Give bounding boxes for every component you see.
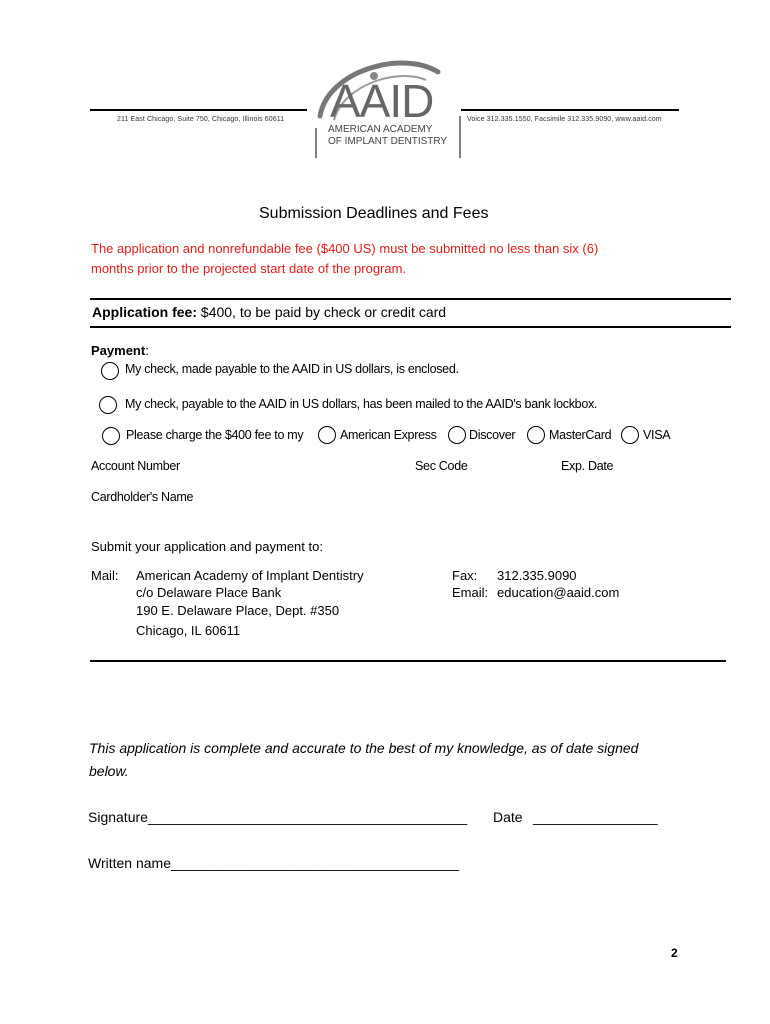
header-rule-right bbox=[461, 109, 679, 111]
date-field[interactable]: ________________ bbox=[533, 809, 658, 825]
mail-line-1: American Academy of Implant Dentistry bbox=[136, 568, 364, 583]
mail-line-2: c/o Delaware Place Bank bbox=[136, 585, 282, 600]
aaid-logo bbox=[308, 50, 468, 160]
card-discover: Discover bbox=[469, 428, 516, 442]
radio-charge-card[interactable] bbox=[102, 427, 120, 445]
radio-check-enclosed[interactable] bbox=[101, 362, 119, 380]
application-fee bbox=[92, 304, 446, 320]
radio-check-mailed[interactable] bbox=[99, 396, 117, 414]
header-contact: Voice 312.335.1550, Facsimile 312.335.9090, www.aaid.com bbox=[467, 116, 662, 123]
mail-line-3: 190 E. Delaware Place, Dept. #350 bbox=[136, 603, 340, 618]
attestation-line1: This application is complete and accurate to the best of my knowledge, as of date signed bbox=[89, 740, 639, 756]
application-fee-text: $400, to be paid by check or credit card bbox=[200, 304, 447, 320]
mail-label: Mail: bbox=[91, 568, 119, 583]
email-label: Email: bbox=[452, 585, 489, 600]
signature-label: Signature bbox=[88, 809, 148, 825]
payment-heading bbox=[91, 343, 149, 358]
fax-value: 312.335.9090 bbox=[497, 568, 577, 583]
fax-label: Fax: bbox=[452, 568, 478, 583]
logo-line2: OF IMPLANT DENTISTRY bbox=[328, 136, 448, 147]
signature-field[interactable]: _________________________________________ bbox=[147, 809, 468, 825]
notice-line2: months prior to the projected start date of the program. bbox=[91, 261, 407, 276]
card-american-express: American Express bbox=[340, 428, 437, 442]
option-check-enclosed-label: My check, made payable to the AAID in US dollars, is enclosed. bbox=[125, 362, 459, 376]
page-number: 2 bbox=[671, 946, 678, 960]
written-name-row bbox=[88, 855, 459, 871]
radio-mastercard[interactable] bbox=[527, 426, 545, 444]
signature-row bbox=[88, 809, 467, 825]
attestation-line2: below. bbox=[89, 763, 129, 779]
sec-code-label: Sec Code bbox=[415, 459, 468, 473]
header-address: 211 East Chicago, Suite 750, Chicago, Illinois 60611 bbox=[117, 116, 285, 123]
section-divider bbox=[90, 660, 726, 662]
option-charge-label: Please charge the $400 fee to my bbox=[126, 428, 304, 442]
card-mastercard: MasterCard bbox=[549, 428, 612, 442]
option-check-mailed-label: My check, payable to the AAID in US dollars, has been mailed to the AAID's bank lockbox. bbox=[125, 397, 598, 411]
application-fee-label: Application fee: bbox=[92, 304, 198, 320]
radio-visa[interactable] bbox=[621, 426, 639, 444]
written-name-label: Written name bbox=[88, 855, 171, 871]
card-visa: VISA bbox=[643, 428, 671, 442]
written-name-field[interactable]: _____________________________________ bbox=[171, 855, 460, 871]
payment-label: Payment bbox=[91, 343, 146, 358]
mail-line-4: Chicago, IL 60611 bbox=[136, 623, 241, 638]
fee-rule-bottom bbox=[90, 326, 731, 328]
email-link[interactable]: education@aaid.com bbox=[497, 585, 620, 600]
payment-colon: : bbox=[145, 343, 149, 358]
account-number-label: Account Number bbox=[91, 459, 180, 473]
notice-line1: The application and nonrefundable fee ($400 US) must be submitted no less than six (6) bbox=[91, 241, 599, 256]
page-title: Submission Deadlines and Fees bbox=[259, 205, 489, 222]
logo-line1: AMERICAN ACADEMY bbox=[328, 124, 433, 135]
cardholder-name-label: Cardholder's Name bbox=[91, 490, 194, 504]
logo-mark: AAID bbox=[330, 75, 434, 127]
fee-rule-top bbox=[90, 298, 731, 300]
date-label: Date bbox=[493, 809, 523, 825]
submit-intro: Submit your application and payment to: bbox=[91, 539, 323, 554]
radio-american-express[interactable] bbox=[318, 426, 336, 444]
exp-date-label: Exp. Date bbox=[561, 459, 614, 473]
radio-discover[interactable] bbox=[448, 426, 466, 444]
header-rule-left bbox=[90, 109, 307, 111]
